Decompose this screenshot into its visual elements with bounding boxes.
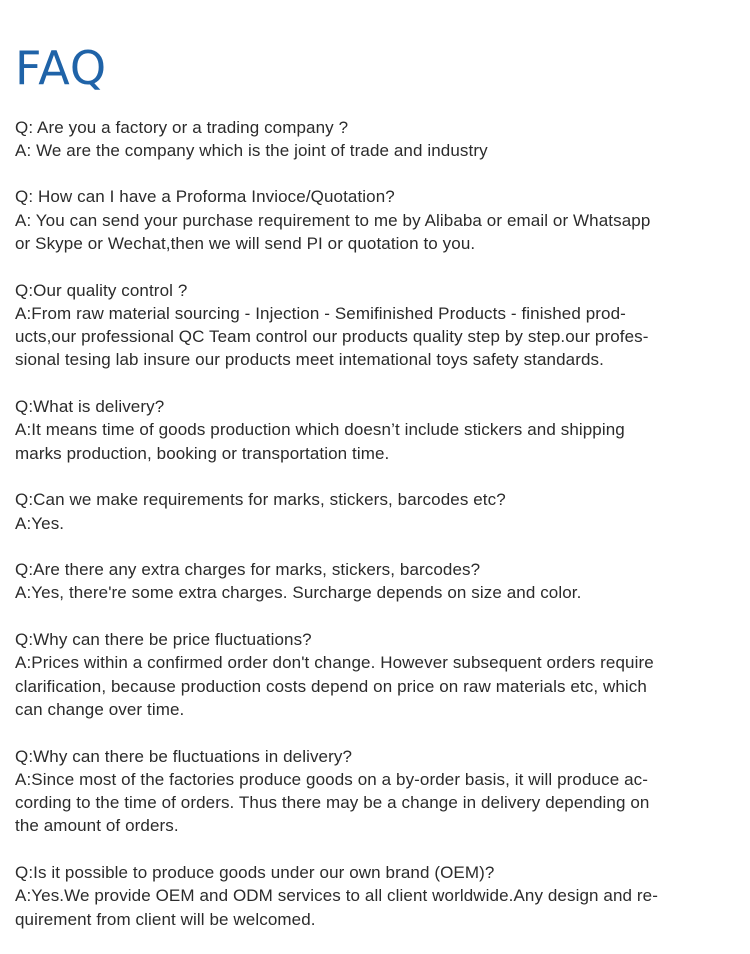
- faq-answer: A:Prices within a confirmed order don't change. However subsequent orders require clarification, because production costs depend on price on raw materials etc, which can change over time.: [15, 651, 725, 721]
- faq-question: Q: How can I have a Proforma Invioce/Quotation?: [15, 185, 725, 208]
- faq-answer: A:Yes.: [15, 512, 725, 535]
- faq-question: Q:What is delivery?: [15, 395, 725, 418]
- faq-item-9: [15, 861, 725, 931]
- faq-item-1: [15, 116, 725, 163]
- faq-list: [15, 116, 725, 954]
- faq-answer: A:It means time of goods production which doesn’t include stickers and shipping marks production, booking or transportation time.: [15, 418, 725, 465]
- faq-item-3: [15, 279, 725, 372]
- faq-item-4: [15, 395, 725, 465]
- faq-question: Q: Are you a factory or a trading company ?: [15, 116, 725, 139]
- faq-answer: A: You can send your purchase requirement to me by Alibaba or email or Whatsapp or Skype or Wechat,then we will send PI or quotation to you.: [15, 209, 725, 256]
- faq-item-7: [15, 628, 725, 721]
- page-title: FAQ: [15, 40, 107, 96]
- faq-answer: A:Since most of the factories produce goods on a by-order basis, it will produce ac- cording to the time of orders. Thus there may be a change in delivery depending on the amount of orders.: [15, 768, 725, 838]
- faq-item-8: [15, 745, 725, 838]
- faq-answer: A:From raw material sourcing - Injection - Semifinished Products - finished prod- ucts,our professional QC Team control our products quality step by step.our profes- sional tesing lab insure our products meet intemational toys safety standards.: [15, 302, 725, 372]
- faq-question: Q:Can we make requirements for marks, stickers, barcodes etc?: [15, 488, 725, 511]
- faq-answer: A:Yes, there're some extra charges. Surcharge depends on size and color.: [15, 581, 725, 604]
- faq-answer: A: We are the company which is the joint of trade and industry: [15, 139, 725, 162]
- faq-question: Q:Our quality control ?: [15, 279, 725, 302]
- faq-item-2: [15, 185, 725, 255]
- faq-question: Q:Why can there be price fluctuations?: [15, 628, 725, 651]
- faq-question: Q:Why can there be fluctuations in delivery?: [15, 745, 725, 768]
- faq-question: Q:Is it possible to produce goods under our own brand (OEM)?: [15, 861, 725, 884]
- faq-item-6: [15, 558, 725, 605]
- faq-item-5: [15, 488, 725, 535]
- faq-question: Q:Are there any extra charges for marks, stickers, barcodes?: [15, 558, 725, 581]
- faq-answer: A:Yes.We provide OEM and ODM services to all client worldwide.Any design and re- quirement from client will be welcomed.: [15, 884, 725, 931]
